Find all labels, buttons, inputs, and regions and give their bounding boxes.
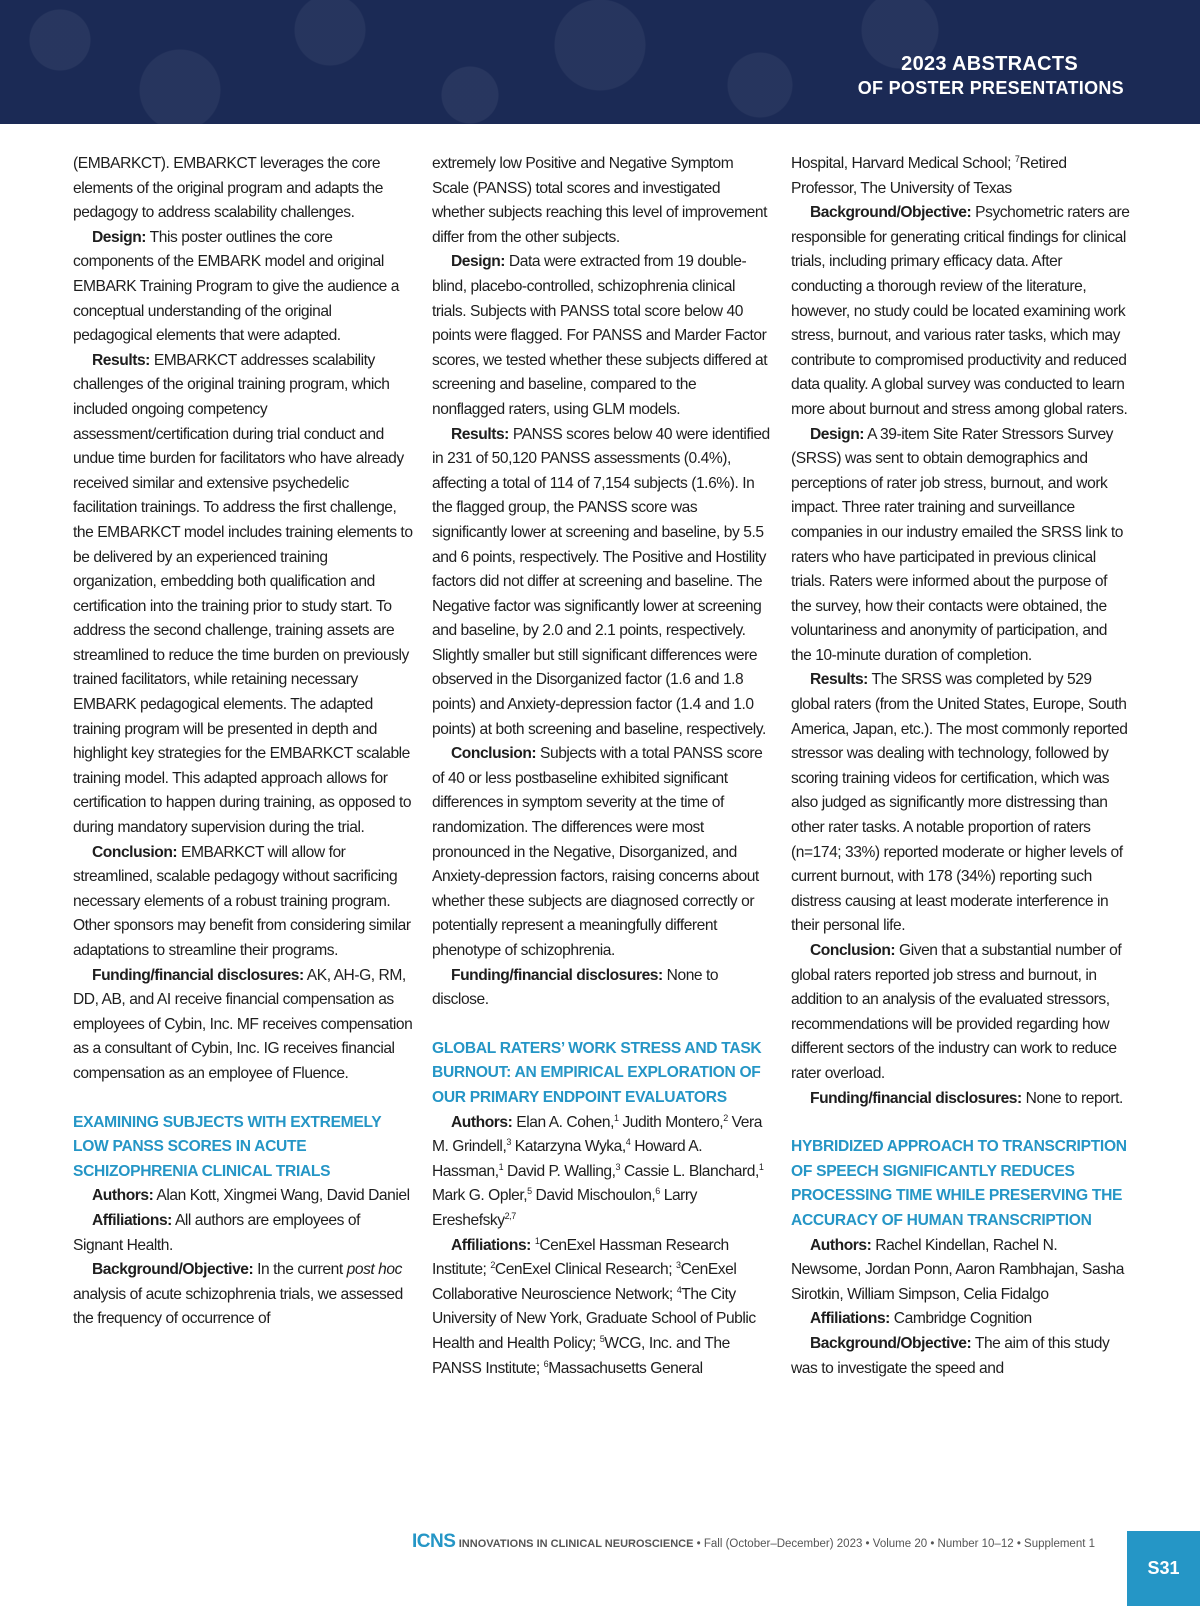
author: Howard A. Hassman, [432, 1138, 703, 1180]
text: The SRSS was completed by 529 global raters (from the United States, Europe, South America, Japan, etc.). The most commonly reported stressor was dealing with technology, followed by scoring training videos for certification, which was also judged as significantly more distressing than other rater tasks. A notable proportion of raters (n=174; 33%) reported moderate or higher levels of current burnout, with 178 (34%) reporting such distress causing at least moderate interference in their personal life. [791, 671, 1128, 935]
text: The aim of this study was to investigate the speed and [791, 1334, 1110, 1377]
affiliation: Hospital, Harvard Medical School; [791, 155, 1015, 172]
author-affiliation-sup: 3 [506, 1136, 511, 1147]
affiliation-sup: 6 [543, 1358, 549, 1369]
label: Funding/financial disclosures: [451, 966, 663, 984]
section-subtitle: OF POSTER PRESENTATIONS [857, 78, 1124, 98]
affiliations-paragraph [432, 1234, 772, 1382]
affiliation-sup: 1 [534, 1235, 540, 1246]
affiliation: CenExel Clinical Research; [494, 1261, 677, 1279]
label: Design: [451, 253, 506, 271]
text: A 39-item Site Rater Stressors Survey (SRSS) was sent to obtain demographics and perceptions of rater job stress, burnout, and work impact. Three rater training and surveillance companies in our industry emailed the SRSS link to raters who have participated in previous clinical trials. Raters were informed about the purpose of the survey, how their contacts were obtained, the voluntariness and anonymity of participation, and the 10-minute duration of completion. [791, 425, 1123, 664]
journal-logo: ICNS [412, 1531, 456, 1552]
affiliation: CenExel Hassman Research Institute; [432, 1236, 729, 1279]
text: Cambridge Cognition [889, 1310, 1032, 1328]
text: Rachel Kindellan, Rachel N. Newsome, Jordan Ponn, Aaron Rambhajan, Sasha Sirotkin, William Simpson, Celia Fidalgo [791, 1236, 1125, 1303]
paragraph: extremely low Positive and Negative Symptom Scale (PANSS) total scores and investigated whether subjects reaching this level of improvement differ from the other subjects. [432, 155, 768, 246]
article-title: EXAMINING SUBJECTS WITH EXTREMELY LOW PANSS SCORES IN ACUTE SCHIZOPHRENIA CLINICAL TRIALS [73, 1113, 382, 1180]
text: EMBARKCT addresses scalability challenges of the original training program, which included ongoing competency assessment/certification during trial conduct and undue time burden for facilitators who have already received similar and extensive psychedelic facilitation trainings. To address the first challenge, the EMBARKCT model includes training elements to be delivered by an experienced training organization, embedding both qualification and certification into the training prior to study start. To address the second challenge, training assets are streamlined to reduce the time burden on previously trained facilitators, while retaining necessary EMBARK pedagogical elements. The adapted training program will be presented in depth and highlight key strategies for the EMBARKCT scalable training model. This adapted approach allows for certification to happen during training, as opposed to during mandatory supervision during the trial. [73, 351, 413, 837]
affiliations-continued [791, 152, 1131, 201]
label: Conclusion: [451, 745, 537, 763]
author-affiliation-sup: 4 [625, 1136, 631, 1147]
issue-info: • Fall (October–December) 2023 • Volume 20 • Number 10–12 • Supplement 1 [693, 1538, 1095, 1550]
section-title: 2023 ABSTRACTS [901, 53, 1078, 75]
label: Results: [92, 351, 150, 369]
label: Results: [810, 671, 868, 689]
affiliation-sup: 4 [676, 1284, 682, 1295]
conclusion-paragraph [432, 742, 772, 963]
author: Katarzyna Wyka, [510, 1138, 626, 1156]
author: Cassie L. Blanchard, [620, 1162, 759, 1180]
author: David P. Walling, [503, 1162, 616, 1180]
column-3 [791, 152, 1131, 1381]
text: EMBARKCT will allow for streamlined, scalable pedagogy without sacrificing necessary elements of a robust training program. Other sponsors may benefit from considering similar adaptations to streamline their programs. [73, 843, 411, 959]
funding-paragraph [791, 1087, 1131, 1112]
affiliation: Retired Professor, The University of Texas [791, 155, 1067, 197]
label: Design: [810, 425, 865, 443]
text: Given that a substantial number of global raters reported job stress and burnout, in addition to an analysis of the evaluated stressors, recommendations will be provided regarding how different sectors of the industry can work to reduce rater overload. [791, 942, 1122, 1082]
text: None to disclose. [432, 966, 719, 1009]
text: In the current [253, 1261, 347, 1279]
label: Affiliations: [810, 1310, 890, 1328]
text: This poster outlines the core components of the EMBARK model and original EMBARK Training Program to give the audience a conceptual understanding of the original pedagogical elements that were adapted. [73, 228, 400, 345]
text: PANSS scores below 40 were identified in 231 of 50,120 PANSS assessments (0.4%), affecting a total of 114 of 7,154 subjects (1.6%). In the flagged group, the PANSS score was significantly lower at screening and baseline, by 5.5 and 6 points, respectively. The Positive and Hostility factors did not differ at screening and baseline. The Negative factor was significantly lower at screening and baseline, by 2.0 and 2.1 points, respectively. Slightly smaller but still significant differences were observed in the Disorganized factor (1.6 and 1.8 points) and Anxiety-depression factor (1.4 and 1.0 points) at both screening and baseline, respectively. [432, 425, 770, 738]
label: Background/Objective: [810, 1334, 972, 1352]
author-affiliation-sup: 6 [655, 1186, 660, 1197]
author: Larry Ereshefsky [432, 1187, 698, 1229]
affiliation: CenExel Collaborative Neuroscience Network; [432, 1261, 737, 1303]
column-1 [73, 152, 413, 1332]
paragraph: (EMBARKCT). EMBARKCT leverages the core elements of the original program and adapts the pedagogy to address scalability challenges. [73, 155, 383, 222]
affiliations-paragraph [73, 1209, 413, 1258]
author: Mark G. Opler, [432, 1187, 528, 1205]
footer [412, 1531, 1095, 1553]
authors-paragraph [73, 1184, 413, 1209]
label: Authors: [92, 1187, 154, 1205]
background-paragraph [791, 201, 1131, 422]
affiliation-sup: 3 [676, 1259, 681, 1270]
header-banner [0, 0, 1200, 124]
affiliation-sup: 2 [490, 1259, 495, 1270]
text: AK, AH-G, RM, DD, AB, and AI receive financial compensation as employees of Cybin, Inc. MF receives compensation as a consultant of Cybin, Inc. IG receives financial compensation as an employee of Fluence. [73, 966, 413, 1082]
author-affiliation-sup: 2,7 [504, 1210, 516, 1221]
text: Data were extracted from 19 double-blind, placebo-controlled, schizophrenia clinical trials. Subjects with PANSS total score below 40 points were flagged. For PANSS and Marder Factor scores, we tested whether these subjects differed at screening and baseline, compared to the nonflagged raters, using GLM models. [432, 253, 768, 418]
affiliation-sup: 7 [1014, 153, 1020, 164]
author: Vera M. Grindell, [432, 1113, 762, 1156]
conclusion-paragraph [73, 841, 413, 964]
label: Design: [92, 228, 147, 246]
design-paragraph [432, 250, 772, 422]
article-title: HYBRIDIZED APPROACH TO TRANSCRIPTION OF SPEECH SIGNIFICANTLY REDUCES PROCESSING TIME WHILE PRESERVING THE ACCURACY OF HUMAN TRANSCRIPTION [791, 1138, 1127, 1229]
label: Conclusion: [810, 942, 896, 959]
label: Funding/financial disclosures: [810, 1089, 1022, 1107]
design-paragraph [791, 423, 1131, 669]
affiliation: The City University of New York, Graduate School of Public Health and Health Policy; [432, 1285, 756, 1352]
text: analysis of acute schizophrenia trials, we assessed the frequency of occurrence of [73, 1285, 403, 1328]
design-paragraph [73, 226, 413, 349]
text: None to report. [1021, 1089, 1123, 1107]
authors-paragraph [432, 1111, 772, 1234]
affiliation-sup: 5 [599, 1333, 605, 1344]
funding-paragraph [432, 964, 772, 1013]
background-paragraph [73, 1258, 413, 1332]
text: Subjects with a total PANSS score of 40 or less postbaseline exhibited significant differences in symptom severity at the time of randomization. The differences were most pronounced in the Negative, Disorganized, and Anxiety-depression factors, raising concerns about whether these subjects are diagnosed correctly or potentially represent a meaningfully different phenotype of schizophrenia. [432, 745, 763, 959]
text: Psychometric raters are responsible for generating critical findings for clinical trials, including primary efficacy data. After conducting a thorough review of the literature, however, no study could be located examining work stress, burnout, and various rater tasks, which may contribute to compromised productivity and reduced data quality. A global survey was conducted to learn more about burnout and stress among global raters. [791, 204, 1130, 418]
authors-paragraph [791, 1234, 1131, 1308]
funding-paragraph [73, 964, 413, 1087]
affiliations-paragraph [791, 1307, 1131, 1332]
label: Background/Objective: [92, 1261, 254, 1279]
label: Background/Objective: [810, 204, 972, 222]
author: Judith Montero, [618, 1113, 724, 1131]
text: Alan Kott, Xingmei Wang, David Daniel [153, 1187, 410, 1205]
label: Authors: [810, 1236, 872, 1254]
author-affiliation-sup: 1 [614, 1112, 619, 1123]
results-paragraph [432, 423, 772, 743]
label: Affiliations: [92, 1211, 172, 1229]
label: Authors: [451, 1113, 513, 1131]
results-paragraph [73, 349, 413, 841]
label: Funding/financial disclosures: [92, 966, 304, 984]
author-affiliation-sup: 1 [498, 1161, 504, 1172]
text: All authors are employees of Signant Health. [73, 1211, 360, 1254]
author: David Mischoulon, [531, 1187, 656, 1205]
affiliation: Massachusetts General [548, 1359, 703, 1377]
label: Results: [451, 425, 509, 443]
author: Elan A. Cohen, [512, 1113, 614, 1131]
author-affiliation-sup: 2 [723, 1112, 728, 1123]
results-paragraph [791, 668, 1131, 939]
label: Conclusion: [92, 843, 178, 861]
author-affiliation-sup: 5 [527, 1186, 532, 1197]
background-paragraph [791, 1332, 1131, 1381]
page-number: S31 [1127, 1531, 1200, 1606]
text: post hoc [346, 1261, 402, 1279]
article-title: GLOBAL RATERS’ WORK STRESS AND TASK BURNOUT: AN EMPIRICAL EXPLORATION OF OUR PRIMARY ENDPOINT EVALUATORS [432, 1039, 762, 1106]
conclusion-paragraph [791, 939, 1131, 1087]
author-affiliation-sup: 1 [758, 1161, 764, 1172]
author-affiliation-sup: 3 [615, 1161, 621, 1172]
journal-name: INNOVATIONS IN CLINICAL NEUROSCIENCE [458, 1538, 694, 1550]
column-2 [432, 152, 772, 1381]
label: Affiliations: [451, 1236, 531, 1254]
affiliation: WCG, Inc. and The PANSS Institute; [432, 1334, 730, 1377]
